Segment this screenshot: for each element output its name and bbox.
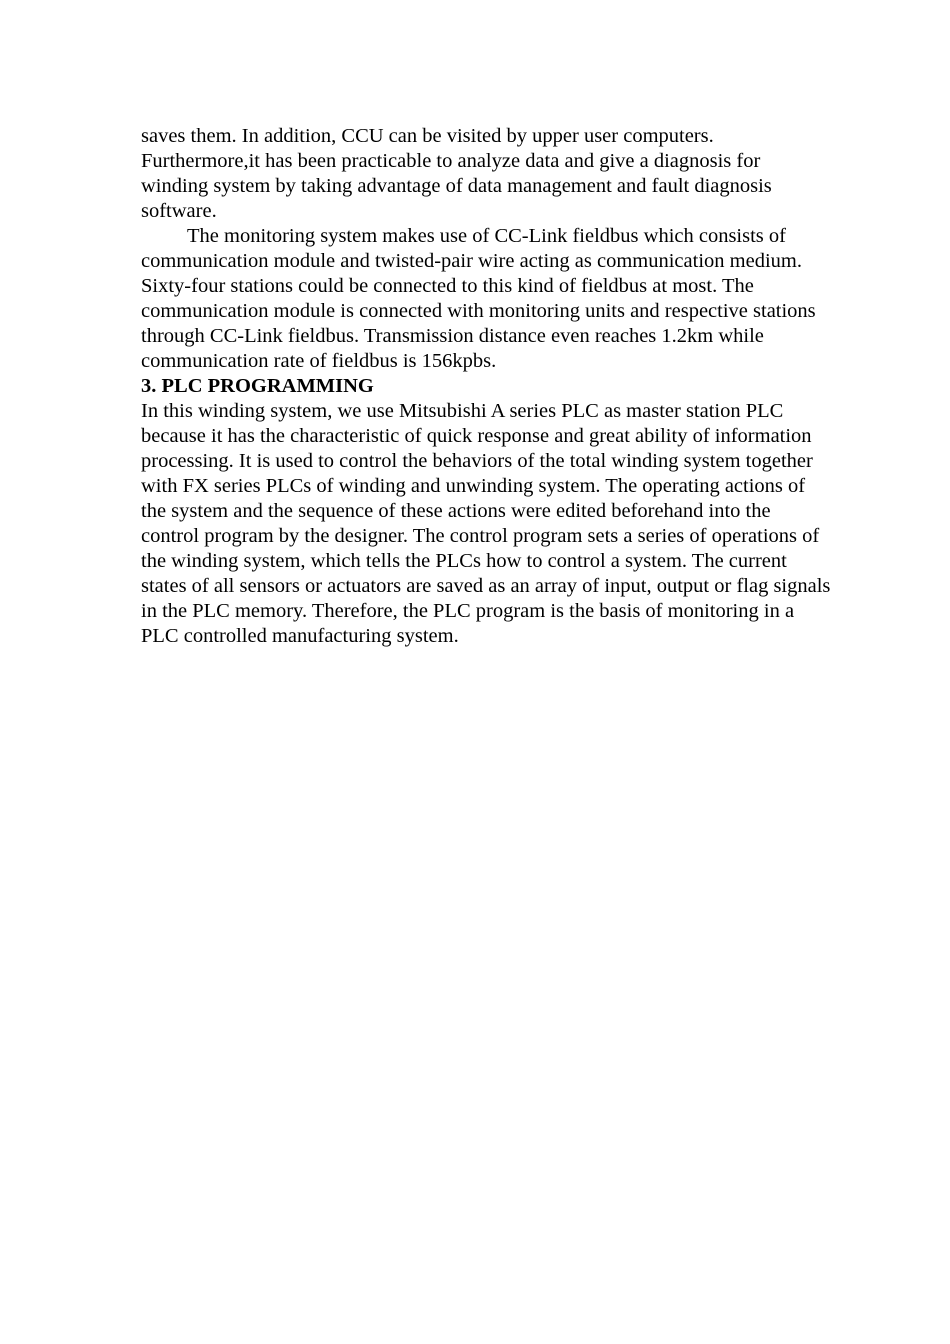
paragraph-plc-programming: In this winding system, we use Mitsubishi A series PLC as master station PLC because it has the characteristic of quick response and great ability of information processing. It is used to control the behaviors of the total winding system together with FX series PLCs of winding and unwinding system. The operating actions of the system and the sequence of these actions were edited beforehand into the control program by the designer. The control program sets a series of operations of the winding system, which tells the PLCs how to control a system. The current states of all sensors or actuators are saved as an array of input, output or flag signals in the PLC memory. Therefore, the PLC program is the basis of monitoring in a PLC controlled manufacturing system.: [141, 400, 831, 647]
paragraph-fieldbus: The monitoring system makes use of CC-Link fieldbus which consists of communication module and twisted-pair wire acting as communication medium. Sixty-four stations could be connected to this kind of fieldbus at most. The communication module is connected with monitoring units and respective stations through CC-Link fieldbus. Transmission distance even reaches 1.2km while communication rate of fieldbus is 156kpbs.: [141, 225, 816, 372]
paragraph-continuation: saves them. In addition, CCU can be visited by upper user computers. Furthermore,it has been practicable to analyze data and give a diagnosis for winding system by taking advantage of data management and fault diagnosis software.: [141, 125, 772, 222]
section-heading: 3. PLC PROGRAMMING: [141, 375, 374, 397]
document-body: [141, 124, 831, 649]
